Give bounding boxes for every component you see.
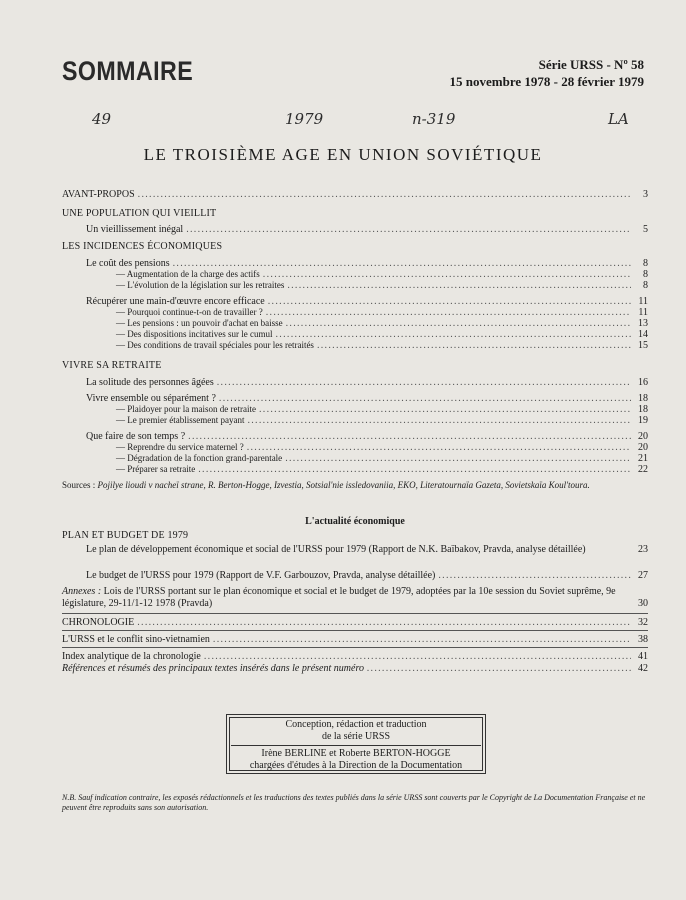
toc-page: 8 bbox=[643, 269, 648, 280]
toc-label: — Des conditions de travail spéciales pour les retraités bbox=[116, 340, 314, 350]
toc-page: 13 bbox=[638, 318, 648, 329]
toc-page: 32 bbox=[638, 617, 648, 628]
toc-label: — Le premier établissement payant bbox=[116, 415, 245, 425]
divider bbox=[231, 745, 481, 746]
toc-page: 11 bbox=[638, 307, 648, 318]
toc-label: La solitude des personnes âgées bbox=[86, 377, 214, 388]
toc-subentry[interactable] bbox=[62, 414, 648, 427]
toc-label: — Plaidoyer pour la maison de retraite bbox=[116, 404, 256, 414]
toc-page: 8 bbox=[643, 258, 648, 269]
divider bbox=[62, 613, 648, 614]
toc-page: 18 bbox=[638, 404, 648, 415]
toc-subentry[interactable] bbox=[62, 279, 648, 292]
toc-label: — Reprendre du service maternel ? bbox=[116, 442, 244, 452]
toc-label: Lois de l'URSS portant sur le plan économique et social et le budget de 1979, adoptées par la 10e session du Soviet suprême, 9e législature, 29-11/1-12 1978 (Pravda) bbox=[62, 586, 616, 609]
toc-entry[interactable] bbox=[62, 188, 648, 201]
toc-label: — Préparer sa retraite bbox=[116, 464, 196, 474]
toc-page: 41 bbox=[638, 651, 648, 662]
toc-page: 8 bbox=[643, 280, 648, 291]
credits-authors: Irène BERLINE et Roberte BERTON-HOGGE bbox=[261, 748, 451, 759]
section-title: L'actualité économique bbox=[305, 516, 405, 527]
toc-page: 3 bbox=[643, 189, 648, 200]
handwritten-note: n-319 bbox=[412, 110, 456, 128]
toc-label: Un vieillissement inégal bbox=[86, 224, 184, 235]
toc-entry[interactable] bbox=[62, 223, 648, 236]
toc-subentry[interactable] bbox=[62, 339, 648, 352]
toc-page: 30 bbox=[638, 598, 648, 609]
annexes-label: Annexes : bbox=[62, 586, 102, 597]
divider bbox=[62, 630, 648, 631]
toc-entry[interactable] bbox=[62, 569, 648, 582]
toc-label: — Les pensions : un pouvoir d'achat en baisse bbox=[116, 318, 283, 328]
toc-page: 5 bbox=[643, 224, 648, 235]
handwritten-note: 1979 bbox=[285, 110, 324, 128]
toc-label: Récupérer une main-d'œuvre encore efficace bbox=[86, 296, 265, 307]
toc-subentry[interactable] bbox=[62, 463, 648, 476]
toc-label: Que faire de son temps ? bbox=[86, 431, 186, 442]
section-heading: UNE POPULATION QUI VIEILLIT bbox=[62, 208, 217, 219]
toc-page: 14 bbox=[638, 329, 648, 340]
toc-label: Le plan de développement économique et social de l'URSS pour 1979 (Rapport de N.K. Baïbakov, Pravda, analyse détaillée) bbox=[86, 544, 586, 555]
toc-page: 19 bbox=[638, 415, 648, 426]
toc-page: 11 bbox=[638, 296, 648, 307]
toc-label: CHRONOLOGIE bbox=[62, 617, 135, 628]
toc-page: 20 bbox=[638, 431, 648, 442]
toc-entry[interactable] bbox=[62, 662, 648, 675]
toc-page: 18 bbox=[638, 393, 648, 404]
toc-entry[interactable] bbox=[62, 616, 648, 629]
toc-label: — L'évolution de la législation sur les retraites bbox=[116, 280, 285, 290]
toc-entry[interactable] bbox=[62, 633, 648, 646]
page-title: SOMMAIRE bbox=[62, 56, 194, 86]
section-heading: LES INCIDENCES ÉCONOMIQUES bbox=[62, 241, 223, 252]
toc-label: — Augmentation de la charge des actifs bbox=[116, 269, 260, 279]
credits-line: de la série URSS bbox=[321, 731, 391, 742]
credits-box bbox=[226, 714, 486, 774]
toc-entry[interactable] bbox=[86, 544, 648, 556]
toc-page: 27 bbox=[638, 570, 648, 581]
issue-dates: 15 novembre 1978 - 28 février 1979 bbox=[449, 74, 644, 89]
toc-label: Le budget de l'URSS pour 1979 (Rapport de V.F. Garbouzov, Pravda, analyse détaillée) bbox=[86, 570, 436, 581]
toc-page: 22 bbox=[638, 464, 648, 475]
toc-entry[interactable] bbox=[62, 586, 648, 610]
credits-line: Conception, rédaction et traduction bbox=[285, 719, 427, 730]
copyright-note: N.B. Sauf indication contraire, les exposés rédactionnels et les traductions des textes publiés dans la série URSS sont couverts par le Copyright de La Documentation Française et ne peuvent être reproduits sans son autorisation. bbox=[62, 793, 646, 812]
section-heading: PLAN ET BUDGET DE 1979 bbox=[62, 530, 189, 541]
toc-page: 15 bbox=[638, 340, 648, 351]
toc-page: 23 bbox=[638, 544, 648, 555]
toc-label: Références et résumés des principaux textes insérés dans le présent numéro bbox=[62, 663, 364, 674]
toc-entry[interactable] bbox=[62, 376, 648, 389]
toc-label: — Pourquoi continue-t-on de travailler ? bbox=[116, 307, 263, 317]
handwritten-note: 49 bbox=[92, 110, 112, 128]
toc-label: AVANT-PROPOS bbox=[62, 189, 135, 200]
toc-page: 21 bbox=[638, 453, 648, 464]
toc-label: — Des dispositions incitatives sur le cumul bbox=[116, 329, 273, 339]
divider bbox=[62, 647, 648, 648]
sources-label: Sources : bbox=[62, 480, 96, 490]
series-number: Série URSS - Nº 58 bbox=[538, 57, 644, 72]
sources-note bbox=[62, 480, 648, 491]
toc-label: — Dégradation de la fonction grand-parentale bbox=[116, 453, 283, 463]
sources-text: Pojilye lioudi v nacheï strane, R. Berton-Hogge, Izvestia, Sotsial'nie issledovaniia, EKO, Literatournaïa Gazeta, Sovietskaïa Koul'toura. bbox=[97, 480, 590, 490]
main-heading: LE TROISIÈME AGE EN UNION SOVIÉTIQUE bbox=[143, 145, 543, 164]
section-heading: VIVRE SA RETRAITE bbox=[62, 360, 162, 371]
toc-label: Vivre ensemble ou séparément ? bbox=[86, 393, 216, 404]
credits-line: chargées d'études à la Direction de la Documentation bbox=[249, 760, 463, 771]
toc-label: Le coût des pensions bbox=[86, 258, 170, 269]
toc-label: Index analytique de la chronologie bbox=[62, 651, 201, 662]
handwritten-note: LA bbox=[608, 110, 629, 128]
toc-page: 38 bbox=[638, 634, 648, 645]
toc-page: 16 bbox=[638, 377, 648, 388]
toc-label: L'URSS et le conflit sino-vietnamien bbox=[62, 634, 210, 645]
toc-page: 42 bbox=[638, 663, 648, 674]
toc-page: 20 bbox=[638, 442, 648, 453]
